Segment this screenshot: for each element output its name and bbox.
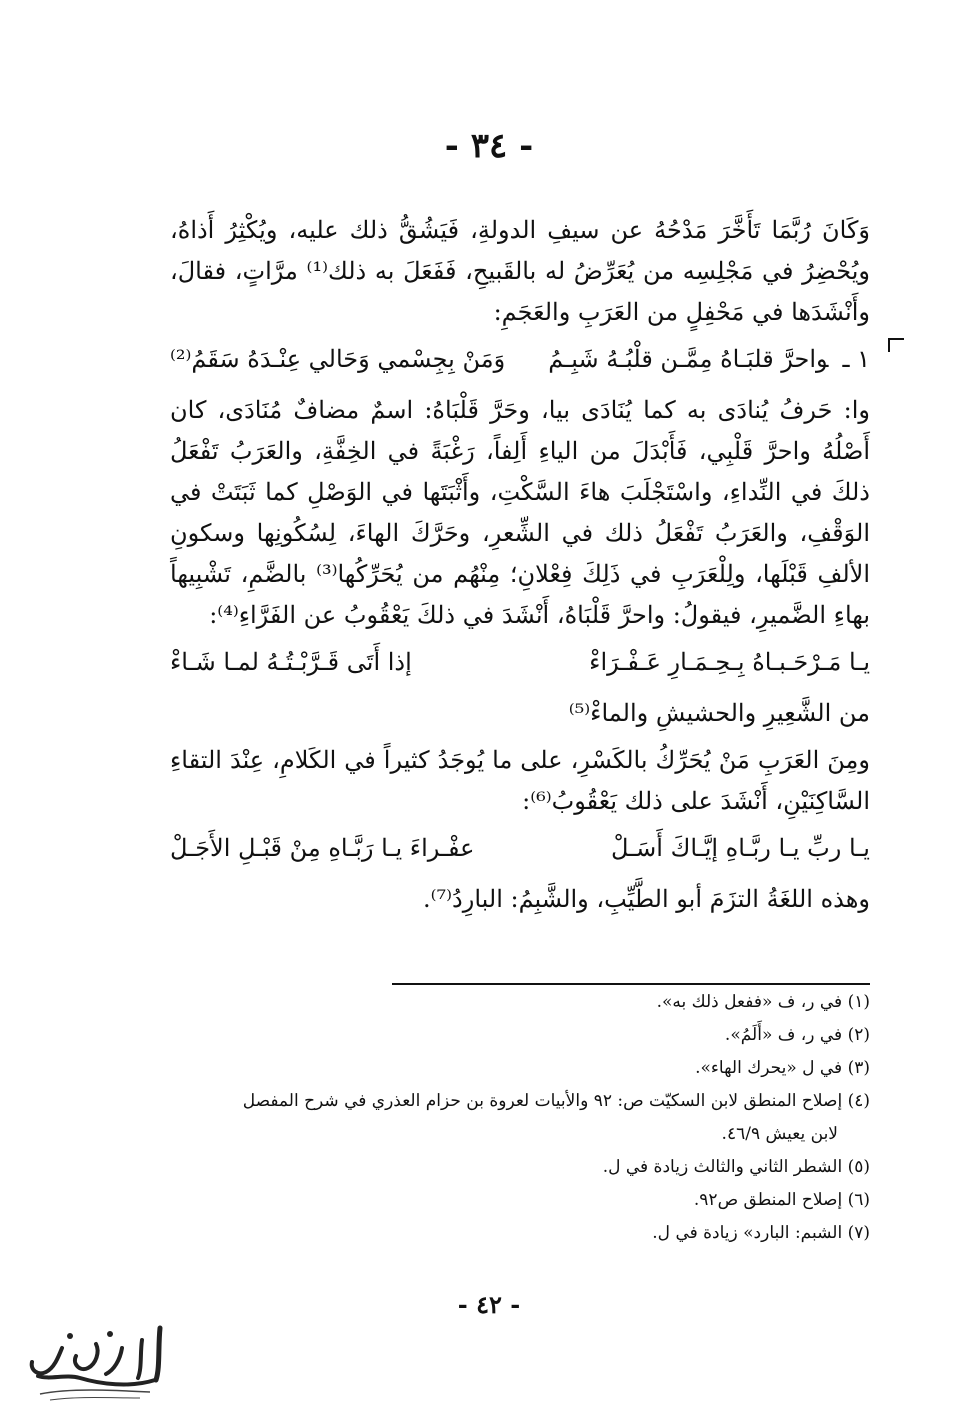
verse-1-first-text: واحرَّ قلبَـاهُ مِمَّـن قلْبُـهُ شَبِـمُ [548,345,829,373]
library-stamp-logo [10,1318,170,1408]
commentary-paragraph-1: وا: حَرفُ يُنادَى به كما يُنَادَى بيا، وحَرَّ قَلْبَاهُ: اسمٌ مضافٌ مُنَادَى، كان أَصْلُهُ واحرَّ قَلْبِي، فَأَبْدَلَ من الياءِ أَلِفاً، رَغْبَةً في الخِفَّةِ، والعَرَبُ تَفْعَلُ ذلكَ في النِّداءِ، واسْتَجْلَبَ هاءَ السَّكْتِ، وأَثْبَتَها في الوَصْلِ كما ثَبَتَتْ في الوَقْفِ، والعَرَبُ تَفْعَلُ ذلك في الشِّعرِ، وحَرَّكَ الهاءَ، لِسُكُونِها وسكونِ الألفِ قَبْلَها، ولِلْعَرَبِ في ذَلِكَ فِعْلانِ؛ مِنْهُم من يُحَرِّكُها⁽³⁾ بالضَّمِ، تَشْبِيهاً بهاءِ الضَّميرِ، فيقولُ: واحرَّ قَلْبَاهُ، أَنْشَدَ في ذلكَ يَعْقُوبُ عن الفَرَّاءِ⁽⁴⁾: [170,396,870,629]
footnote-1: (١) في ر، ف «ففعل ذلك به». [656,992,870,1012]
verse-3-first-hemistich: يـا ربِّ يـا ربَّـاهِ إيَّـاكَ أَسَـلْ [610,834,870,862]
corner-bracket-mark [888,338,904,352]
footnote-divider [392,983,870,985]
footnotes [160,986,870,1250]
verse-2-middle-hemistich: إذا أَتَى قَـرَّبْـتُـهُ لمـا شَـاءْ [170,648,412,676]
footnote-3: (٣) في ل «يحرك الهاء». [695,1058,870,1078]
verse-2-line-1 [170,642,870,683]
verse-1-first-hemistich [548,339,870,380]
intro-paragraph: وَكَانَ رُبَّمَا تَأَخَّرَ مَدْحُهُ عن سيفِ الدولةِ، فَيَشُقُّ ذلك عليه، ويُكْثِرُ أَذاهُ، ويُحْضِرُ في مَجْلِسِه من يُعَرِّضُ له بالقَبيحِ، فَفَعَلَ به ذلك⁽¹⁾ مرَّاتٍ، فقالَ، وأَنْشَدَها في مَحْفِلٍ من العَرَبِ والعَجَمِ: [170,216,870,326]
footnote-5: (٥) الشطر الثاني والثالث زيادة في ل. [602,1157,870,1177]
verse-1-second-hemistich: وَمَنْ بِجِسْمي وَحَالي عِنْـدَهُ سَقَمُ⁽²⁾ [170,345,506,373]
commentary-paragraph-2: ومِنَ العَرَبِ مَنْ يُحَرِّكُ بالكَسْرِ، على ما يُوجَدُ كثيراً في الكَلامِ، عِنْدَ التقاءِ السَّاكِنَيْنِ، أَنْشَدَ على ذلك يَعْقُوبُ⁽⁶⁾: [170,746,870,815]
verse-2-first-hemistich: يـا مَـرْحَـبـاهُ بِـحِـمَـارِ عَـفْـرَاءْ [589,648,870,676]
page-number-bottom: - ٤٢ - [457,1290,521,1319]
verse-3 [170,828,870,869]
verse-1 [170,339,870,380]
verse-number: ١ ـ [842,345,870,373]
footnote-7: (٧) الشبم: البارد» زيادة في ل. [652,1223,870,1243]
verse-3-second-hemistich: عفْـراءَ يـا رَبَّـاهِ مِنْ قَبْـلِ الأَجَـلْ [170,834,475,862]
footnote-4: (٤) إصلاح المنطق لابن السكيّت ص: ٩٢ والأبيات لعروة بن حزام العذري في شرح المفصل [242,1091,870,1111]
main-text [170,210,870,920]
verse-2-line-2: من الشَّعِيرِ والحشيشِ والماءْ⁽⁵⁾ [568,699,870,727]
footnote-4-continued: لابن يعيش ٤٦/٩. [721,1124,838,1144]
closing-paragraph: وهذه اللغَةُ التزَمَ أبو الطَّيِّبِ، والشَّبِمُ: البارِدُ⁽⁷⁾. [423,885,870,913]
footnote-2: (٢) في ر، ف «أَلَمُ». [724,1025,870,1045]
footnote-6: (٦) إصلاح المنطق ص٩٢. [693,1190,870,1210]
page-number-top: - ٣٤ - [444,126,534,166]
calligraphy-stamp-icon [10,1318,170,1408]
